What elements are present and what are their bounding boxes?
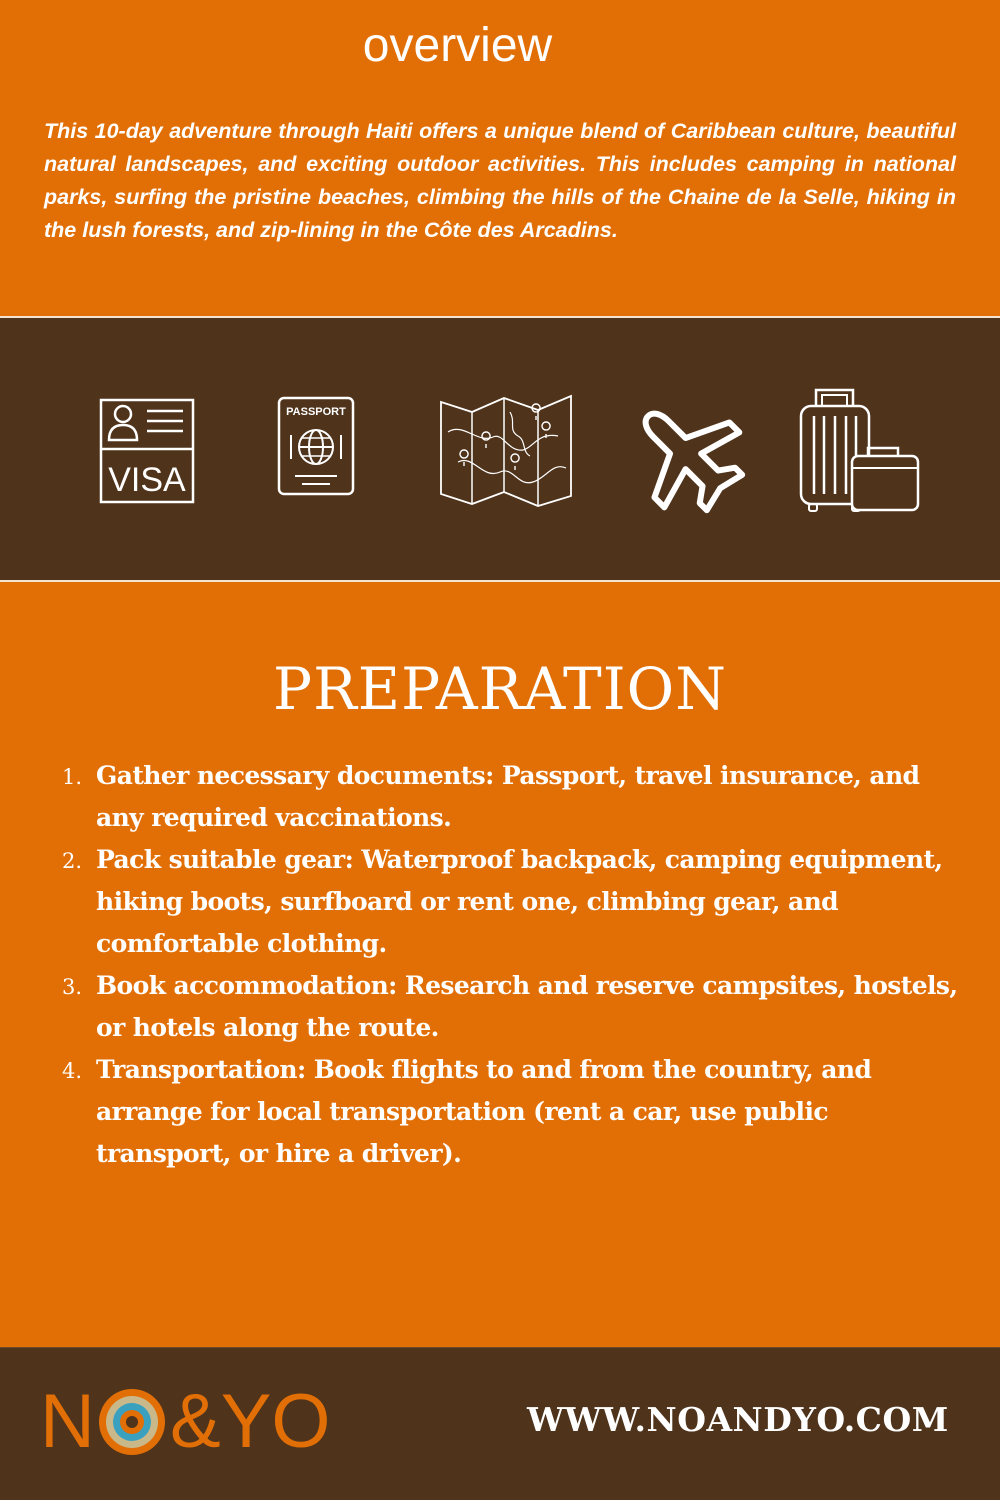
- divider: [0, 1347, 1000, 1348]
- list-item-text: Pack suitable gear: Waterproof backpack, camping equipment, hiking boots, surfboard or rent one, climbing gear, and comfortable clothing.: [96, 845, 943, 958]
- map-icon: [438, 392, 574, 508]
- visa-icon: [99, 398, 195, 504]
- list-number: 3.: [62, 975, 83, 999]
- list-number: 1.: [62, 765, 83, 789]
- list-item: [62, 965, 962, 1049]
- visa-label: VISA: [108, 461, 186, 499]
- list-number: 2.: [62, 849, 83, 873]
- list-item-text: Gather necessary documents: Passport, travel insurance, and any required vaccinations.: [96, 761, 920, 832]
- list-number: 4.: [62, 1059, 83, 1083]
- list-item: [62, 755, 962, 839]
- list-item-text: Transportation: Book flights to and from the country, and arrange for local transportation (rent a car, use public transport, or hire a driver).: [96, 1055, 872, 1168]
- list-item: [62, 1049, 962, 1175]
- overview-title: overview: [362, 19, 553, 72]
- list-item: [62, 839, 962, 965]
- logo-text-left: N: [40, 1379, 95, 1464]
- overview-text: This 10-day adventure through Haiti offers a unique blend of Caribbean culture, beautiful natural landscapes, and exciting outdoor activities. This includes camping in national parks, surfing the pristine beaches, climbing the hills of the Chaine de la Selle, hiking in the lush forests, and zip-lining in the Côte des Arcadins.: [44, 119, 956, 242]
- website-url[interactable]: WWW.NOANDYO.COM: [527, 1400, 949, 1439]
- passport-icon: [277, 396, 355, 496]
- preparation-list: [62, 755, 962, 1175]
- logo-o-icon: [96, 1386, 168, 1458]
- preparation-title: PREPARATION: [273, 655, 727, 723]
- logo-text-right: &YO: [170, 1379, 331, 1464]
- list-item-text: Book accommodation: Research and reserve campsites, hostels, or hotels along the route.: [96, 971, 958, 1042]
- airplane-icon: [628, 396, 746, 514]
- luggage-icon: [798, 386, 922, 514]
- passport-label: PASSPORT: [286, 406, 346, 418]
